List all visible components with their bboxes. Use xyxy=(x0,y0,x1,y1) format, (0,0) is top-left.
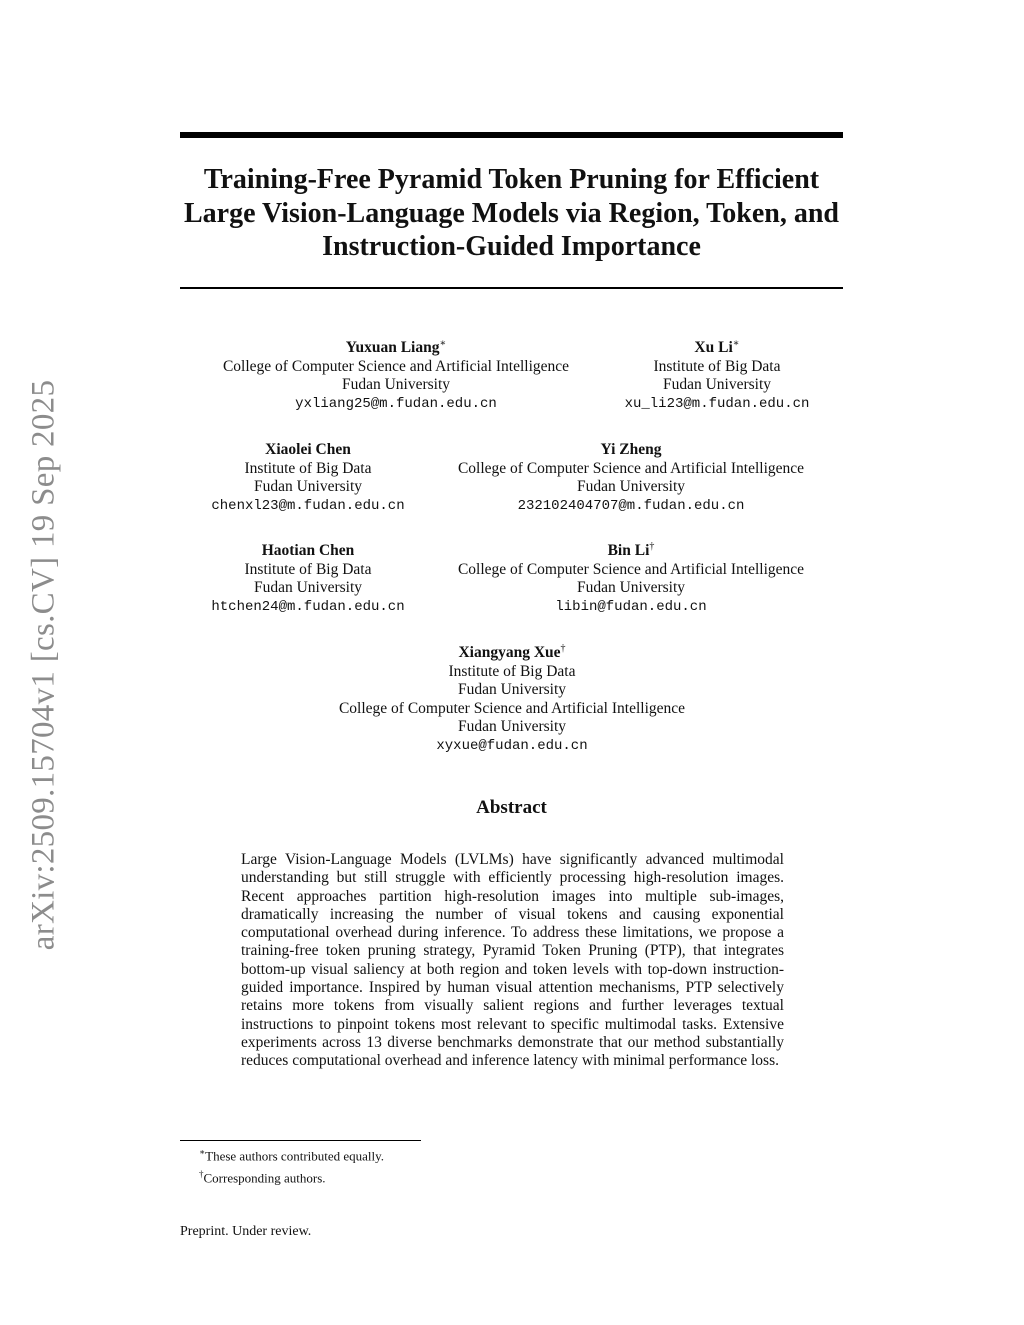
paper-title xyxy=(170,163,853,264)
author-affiliation: Fudan University xyxy=(662,376,772,394)
title-line: Large Vision-Language Models via Region, Token, and xyxy=(183,197,839,229)
author-name: Xu Li∗ xyxy=(694,338,740,357)
preprint-footer: Preprint. Under review. xyxy=(180,1224,312,1239)
author-email[interactable]: 232102404707@m.fudan.edu.cn xyxy=(517,497,745,514)
author-affiliation: College of Computer Science and Artificial Intelligence xyxy=(457,459,805,477)
author-name: Bin Li† xyxy=(607,541,655,560)
top-rule xyxy=(180,132,843,138)
author-affiliation: College of Computer Science and Artificial Intelligence xyxy=(338,699,686,717)
author-name: Yi Zheng xyxy=(600,441,662,459)
author-affiliation: Institute of Big Data xyxy=(244,459,372,477)
author-affiliation: Fudan University xyxy=(341,376,451,394)
author-block xyxy=(426,437,836,515)
title-rule xyxy=(180,287,843,289)
author-affiliation: Institute of Big Data xyxy=(448,662,576,680)
title-line: Training-Free Pyramid Token Pruning for Efficient xyxy=(203,164,820,195)
author-name: Xiaolei Chen xyxy=(265,441,351,459)
author-email[interactable]: xu_li23@m.fudan.edu.cn xyxy=(624,395,810,412)
author-name: Xiangyang Xue† xyxy=(458,643,566,662)
author-affiliation: Institute of Big Data xyxy=(653,357,781,375)
arxiv-identifier-stamp: arXiv:2509.15704v1 [cs.CV] 19 Sep 2025 xyxy=(25,379,62,951)
author-block xyxy=(426,538,836,616)
abstract-text: Large Vision-Language Models (LVLMs) have significantly advanced multimodal understanding but still struggle with efficiently processing high-resolution images. Recent approaches partition high-resolution images into multiple sub-images, dramatically increasing the number of visual tokens and causing exponential computational overhead during inference. To address these limitations, we propose a training-free token pruning strategy, Pyramid Token Pruning (PTP), that integrates bottom-up visual saliency at both region and token levels with top-down instruction-guided importance. Inspired by human visual attention mechanisms, PTP selectively retains more tokens from visually salient regions and further leverages textual instructions to pinpoint tokens most relevant to specific multimodal tasks. Extensive experiments across 13 diverse benchmarks demonstrate that our method substantially reduces computational overhead and inference latency with minimal performance loss. xyxy=(241,851,784,1070)
author-affiliation: Fudan University xyxy=(457,681,567,699)
author-block xyxy=(190,335,602,413)
author-mark: ∗ xyxy=(732,338,740,349)
author-block xyxy=(197,538,419,616)
author-email[interactable]: xyxue@fudan.edu.cn xyxy=(436,737,588,754)
author-email[interactable]: yxliang25@m.fudan.edu.cn xyxy=(295,395,497,412)
author-name: Haotian Chen xyxy=(261,542,355,560)
author-block xyxy=(197,437,419,515)
author-affiliation: College of Computer Science and Artificial Intelligence xyxy=(457,560,805,578)
author-affiliation: Fudan University xyxy=(576,579,686,597)
footnote-text: Corresponding authors. xyxy=(203,1170,326,1186)
author-affiliation: Fudan University xyxy=(457,718,567,736)
footnotes xyxy=(199,1143,384,1188)
author-name: Yuxuan Liang∗ xyxy=(345,338,447,357)
abstract-heading: Abstract xyxy=(476,797,547,818)
author-mark: ∗ xyxy=(439,338,447,349)
author-block xyxy=(612,335,822,413)
author-mark: † xyxy=(560,643,566,654)
author-block xyxy=(302,640,722,755)
footnote xyxy=(199,1143,384,1165)
footnote-rule xyxy=(180,1140,421,1141)
author-affiliation: Institute of Big Data xyxy=(244,560,372,578)
author-email[interactable]: htchen24@m.fudan.edu.cn xyxy=(211,598,405,615)
title-line: Instruction-Guided Importance xyxy=(322,231,701,262)
footnote xyxy=(199,1165,384,1187)
footnote-text: These authors contributed equally. xyxy=(205,1148,385,1164)
author-mark: † xyxy=(649,541,655,552)
author-affiliation: College of Computer Science and Artificial Intelligence xyxy=(222,357,570,375)
author-email[interactable]: chenxl23@m.fudan.edu.cn xyxy=(211,497,405,514)
footnote-mark: ∗ xyxy=(199,1147,206,1157)
footnote-mark: † xyxy=(199,1169,204,1180)
author-affiliation: Fudan University xyxy=(576,478,686,496)
author-email[interactable]: libin@fudan.edu.cn xyxy=(555,598,707,615)
author-affiliation: Fudan University xyxy=(253,579,363,597)
author-affiliation: Fudan University xyxy=(253,478,363,496)
